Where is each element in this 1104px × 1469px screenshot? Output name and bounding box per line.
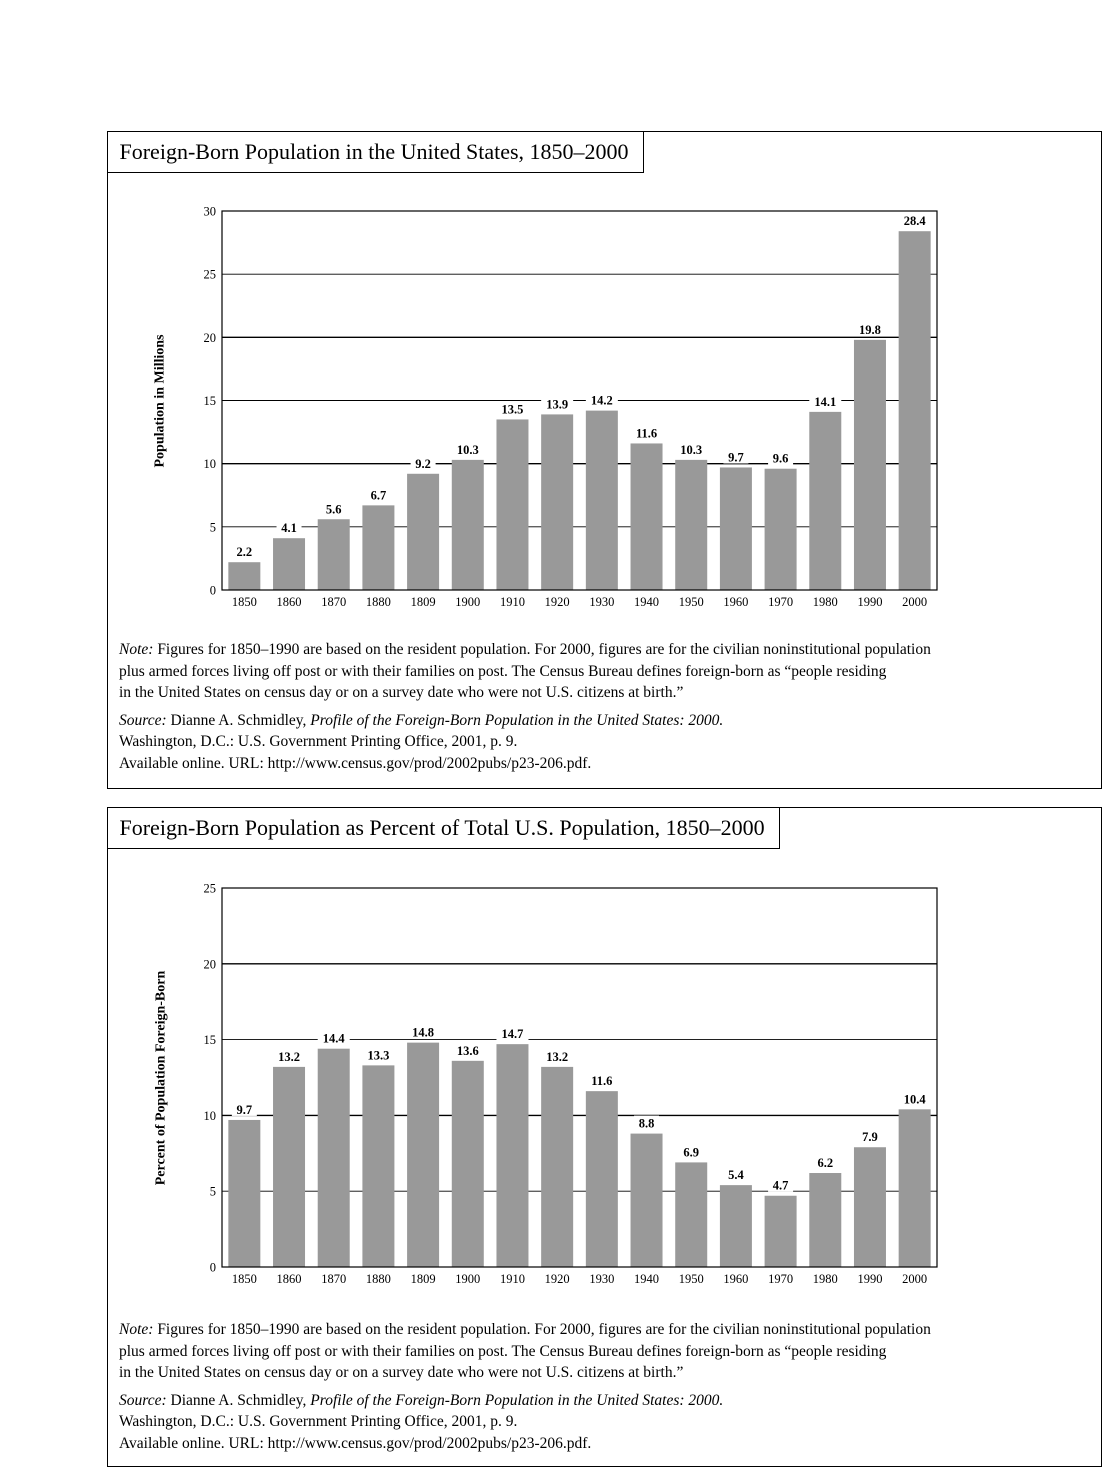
x-tick-label: 1910: [499, 1272, 525, 1286]
bar: [675, 1162, 707, 1267]
bar: [899, 1109, 931, 1267]
x-tick-label: 1860: [276, 595, 302, 609]
source-label: Source:: [119, 1391, 167, 1409]
data-label: 14.4: [322, 1031, 345, 1046]
x-tick-label: 1980: [812, 595, 838, 609]
x-tick-label: 1870: [321, 1272, 347, 1286]
bar: [273, 1067, 305, 1267]
y-tick-label: 15: [203, 1033, 216, 1048]
note-label: Note:: [119, 641, 154, 658]
note-line: in the United States on census day or on a survey date who were not U.S. citizens at birth.”: [119, 684, 684, 701]
bar: [407, 1043, 439, 1267]
y-axis-label: Population in Millions: [153, 334, 169, 468]
data-label: 13.5: [501, 402, 524, 417]
x-tick-label: 1940: [634, 595, 660, 609]
x-tick-label: 2000: [902, 595, 928, 609]
bar: [273, 538, 305, 590]
bar: [854, 1147, 886, 1267]
y-tick-label: 0: [209, 1260, 216, 1275]
bar: [496, 419, 528, 590]
x-tick-label: 1970: [768, 1272, 794, 1286]
note-paragraph: [119, 639, 1094, 704]
data-label: 9.6: [772, 451, 789, 466]
bar: [765, 1196, 797, 1267]
y-tick-label: 20: [203, 330, 216, 345]
bar: [586, 1091, 618, 1267]
bar: [854, 340, 886, 590]
x-tick-label: 1900: [455, 595, 481, 609]
note-label: Note:: [119, 1321, 154, 1338]
x-tick-label: 1809: [410, 1272, 436, 1286]
bar: [318, 519, 350, 590]
x-tick-label: 1900: [455, 1272, 481, 1286]
chart-svg: [108, 132, 1103, 612]
note-line: plus armed forces living off post or with their families on post. The Census Bureau defines foreign-born as “people residing: [119, 662, 887, 680]
bar-chart-percent: [108, 808, 1103, 1288]
bar: [318, 1049, 350, 1267]
x-tick-label: 1990: [857, 1272, 883, 1286]
data-label: 10.3: [456, 442, 479, 457]
data-label: 11.6: [591, 1074, 613, 1089]
chart-panel-percent: [107, 807, 1102, 1467]
bar: [809, 1173, 841, 1267]
bar: [720, 1185, 752, 1267]
data-label: 13.3: [367, 1048, 390, 1063]
y-tick-label: 20: [203, 957, 216, 972]
data-label: 14.2: [590, 393, 613, 408]
y-axis-label: Percent of Population Foreign-Born: [153, 970, 168, 1186]
data-label: 5.4: [728, 1168, 744, 1183]
data-label: 6.9: [683, 1145, 700, 1160]
x-tick-label: 1920: [544, 595, 570, 609]
x-tick-label: 1809: [410, 595, 436, 609]
chart-notes: [119, 1319, 1094, 1454]
bar: [452, 1061, 484, 1267]
y-tick-label: 10: [203, 457, 216, 472]
x-tick-label: 1930: [589, 1272, 615, 1286]
y-tick-label: 15: [203, 394, 216, 408]
bar: [631, 1134, 663, 1267]
note-paragraph: [119, 1319, 1094, 1384]
data-label: 28.4: [903, 214, 926, 229]
x-tick-label: 1850: [231, 1272, 257, 1286]
chart-notes: [119, 639, 1094, 774]
note-line: in the United States on census day or on a survey date who were not U.S. citizens at birth.”: [119, 1364, 684, 1381]
x-tick-label: 1990: [857, 595, 883, 609]
x-tick-label: 1910: [499, 595, 525, 609]
x-tick-label: 1960: [723, 595, 749, 609]
chart-svg: [108, 808, 1103, 1288]
bar: [407, 474, 439, 590]
data-label: 2.2: [236, 545, 253, 560]
source-label: Source:: [119, 711, 167, 729]
x-tick-label: 1930: [589, 595, 615, 609]
source-url: Available online. URL: http://www.census.gov/prod/2002pubs/p23-206.pdf.: [119, 1434, 592, 1452]
bar: [899, 231, 931, 590]
data-label: 10.3: [680, 442, 703, 457]
data-label: 14.1: [814, 394, 837, 409]
x-tick-label: 1870: [321, 595, 347, 609]
bar: [362, 505, 394, 590]
y-tick-label: 5: [209, 1184, 216, 1199]
bar-chart-population: [108, 132, 1103, 612]
data-label: 9.7: [236, 1102, 253, 1117]
data-label: 11.6: [635, 426, 658, 441]
source-paragraph: [119, 1390, 1094, 1455]
bar: [541, 1067, 573, 1267]
data-label: 6.7: [370, 488, 387, 503]
x-tick-label: 2000: [902, 1272, 928, 1286]
note-line: Figures for 1850–1990 are based on the resident population. For 2000, figures are for the civilian noninstitutional population: [157, 641, 931, 658]
data-label: 14.8: [412, 1025, 435, 1040]
bar: [631, 443, 663, 590]
source-publisher: Washington, D.C.: U.S. Government Printing Office, 2001, p. 9.: [119, 733, 518, 750]
x-tick-label: 1920: [544, 1272, 570, 1286]
y-tick-label: 30: [203, 204, 216, 219]
chart-title: Foreign-Born Population as Percent of Total U.S. Population, 1850–2000: [107, 807, 780, 849]
source-author: Dianne A. Schmidley,: [170, 711, 307, 729]
data-label: 4.7: [772, 1178, 789, 1193]
y-tick-label: 25: [203, 267, 216, 282]
x-tick-label: 1980: [812, 1272, 838, 1286]
data-label: 14.7: [501, 1027, 524, 1042]
note-line: plus armed forces living off post or with their families on post. The Census Bureau defines foreign-born as “people residing: [119, 1342, 887, 1360]
data-label: 4.1: [281, 521, 297, 536]
x-tick-label: 1860: [276, 1272, 302, 1286]
x-tick-label: 1950: [678, 1272, 704, 1286]
bar: [362, 1065, 394, 1267]
bar: [586, 411, 618, 590]
data-label: 9.7: [728, 450, 744, 465]
y-tick-label: 5: [209, 520, 216, 535]
data-label: 8.8: [638, 1116, 655, 1131]
source-title: Profile of the Foreign-Born Population in the United States: 2000.: [310, 1391, 724, 1409]
data-label: 19.8: [859, 322, 881, 337]
y-tick-label: 10: [203, 1108, 216, 1123]
bar: [720, 467, 752, 590]
data-label: 13.2: [546, 1049, 569, 1064]
bar: [809, 412, 841, 590]
chart-panel-population: [107, 131, 1102, 789]
data-label: 10.4: [903, 1092, 926, 1107]
x-tick-label: 1880: [365, 1272, 391, 1286]
x-tick-label: 1940: [634, 1272, 660, 1286]
source-publisher: Washington, D.C.: U.S. Government Printing Office, 2001, p. 9.: [119, 1413, 518, 1430]
note-line: Figures for 1850–1990 are based on the resident population. For 2000, figures are for the civilian noninstitutional population: [157, 1321, 931, 1338]
y-tick-label: 25: [203, 881, 216, 896]
bar: [228, 1120, 260, 1267]
bar: [228, 562, 260, 590]
bar: [452, 460, 484, 590]
data-label: 7.9: [862, 1130, 878, 1145]
source-url: Available online. URL: http://www.census.gov/prod/2002pubs/p23-206.pdf.: [119, 754, 592, 772]
data-label: 13.2: [278, 1049, 300, 1064]
data-label: 6.2: [817, 1156, 834, 1171]
data-label: 5.6: [325, 502, 342, 517]
y-tick-label: 0: [209, 583, 216, 598]
x-tick-label: 1850: [231, 595, 257, 609]
bar: [675, 460, 707, 590]
chart-title: Foreign-Born Population in the United States, 1850–2000: [107, 131, 644, 173]
data-label: 9.2: [415, 456, 431, 471]
bar: [765, 469, 797, 590]
x-tick-label: 1880: [365, 595, 391, 609]
bar: [496, 1044, 528, 1267]
source-paragraph: [119, 710, 1094, 775]
source-title: Profile of the Foreign-Born Population in the United States: 2000.: [310, 711, 724, 729]
x-tick-label: 1950: [678, 595, 704, 609]
x-tick-label: 1970: [768, 595, 794, 609]
bar: [541, 414, 573, 590]
source-author: Dianne A. Schmidley,: [170, 1391, 307, 1409]
data-label: 13.9: [546, 397, 569, 412]
data-label: 13.6: [456, 1043, 479, 1058]
x-tick-label: 1960: [723, 1272, 749, 1286]
